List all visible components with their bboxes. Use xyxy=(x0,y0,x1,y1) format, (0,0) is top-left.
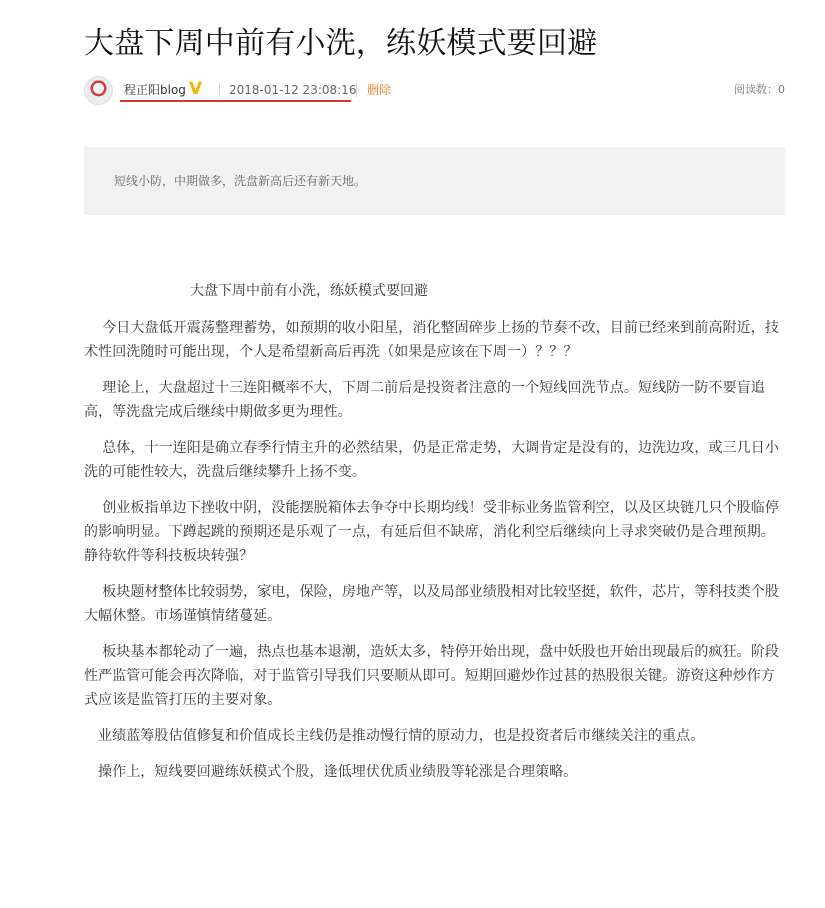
post-time: 2018-01-12 23:08:16 xyxy=(229,83,357,97)
summary-box xyxy=(84,147,785,215)
meta-divider xyxy=(219,83,220,97)
summary-text: 短线小防，中期做多，洗盘新高后还有新天地。 xyxy=(114,174,367,188)
article-paragraph: 理论上，大盘超过十三连阳概率不大，下周二前后是投资者注意的一个短线回洗节点。短线防一防不要盲追高，等洗盘完成后继续中期做多更为理性。 xyxy=(84,380,765,420)
delete-link[interactable]: 删除 xyxy=(367,83,392,97)
article-paragraph: 操作上，短线要回避练妖模式个股，逢低埋伏优质业绩股等轮涨是合理策略。 xyxy=(98,764,578,780)
article-paragraph: 板块题材整体比较弱势，家电，保险，房地产等，以及局部业绩股相对比较坚挺，软件，芯片，等科技类个股大幅休整。市场谨慎情绪蔓延。 xyxy=(84,584,779,624)
author-avatar[interactable] xyxy=(84,76,113,105)
article-title: 大盘下周中前有小洗，练妖模式要回避 xyxy=(84,26,598,61)
article-paragraph: 今日大盘低开震荡整理蓄势，如预期的收小阳星，消化整固碎步上扬的节奏不改，目前已经来到前高附近，技术性回洗随时可能出现，个人是希望新高后再洗（如果是应该在下周一）？？？ xyxy=(84,320,779,360)
article-content xyxy=(84,279,786,796)
verified-badge-icon: V xyxy=(189,79,203,99)
article-paragraph: 业绩蓝筹股估值修复和价值成长主线仍是推动慢行情的原动力，也是投资者后市继续关注的重点。 xyxy=(98,728,705,744)
article-paragraph: 总体，十一连阳是确立春季行情主升的必然结果，仍是正常走势，大调肯定是没有的，边洗边攻，或三几日小洗的可能性较大，洗盘后继续攀升上扬不变。 xyxy=(84,440,779,480)
article-paragraph: 板块基本都轮动了一遍，热点也基本退潮，造妖太多，特停开始出现，盘中妖股也开始出现最后的疯狂。阶段性严监管可能会再次降临，对于监管引导我们只要顺从即可。短期回避炒作过甚的热股很关键。游资这种炒作方式应该是监管打压的主要对象。 xyxy=(84,644,779,708)
read-count: 阅读数：0 xyxy=(734,83,785,96)
article-subtitle: 大盘下周中前有小洗，练妖模式要回避 xyxy=(190,283,428,299)
author-time-underline xyxy=(120,100,351,102)
author-link[interactable]: 程正阳blog xyxy=(124,83,186,97)
meta-divider xyxy=(356,83,357,97)
article-meta xyxy=(84,76,785,106)
article-paragraph: 创业板指单边下挫收中阴，没能摆脱箱体去争夺中长期均线！受非标业务监管利空，以及区块链几只个股临停的影响明显。下蹲起跳的预期还是乐观了一点，有延后但不缺席，消化利空后继续向上寻求突破仍是合理预期。静待软件等科技板块转强？ xyxy=(84,500,779,564)
